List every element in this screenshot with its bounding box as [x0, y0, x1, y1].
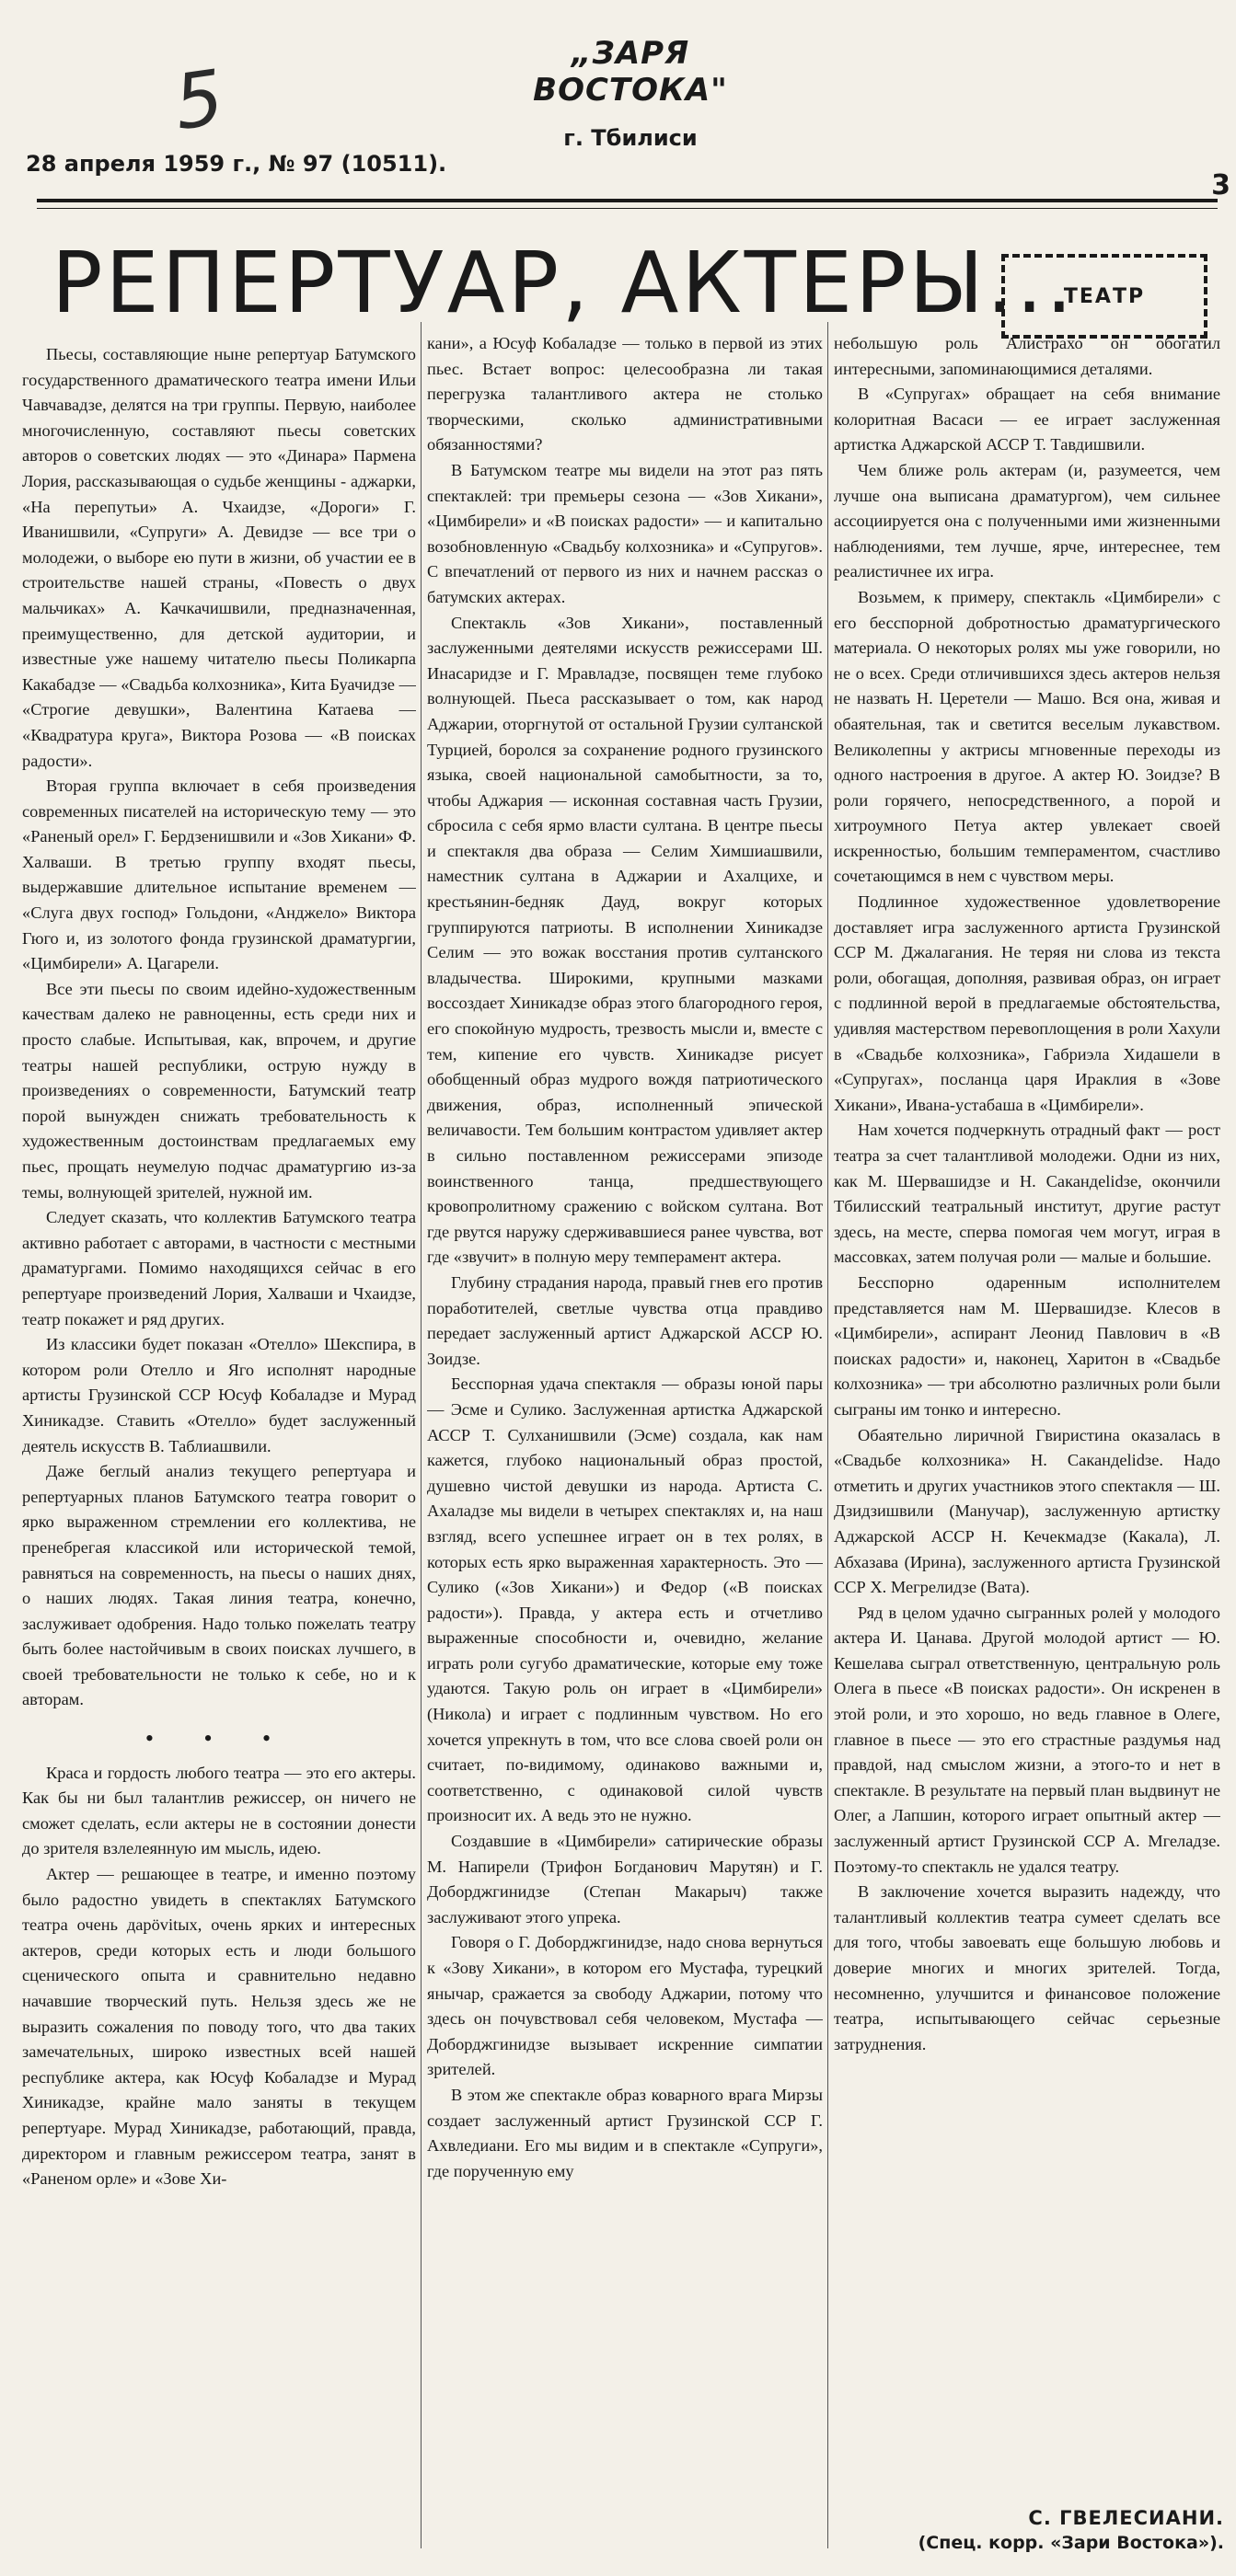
handwritten-page-number: 5 [168, 53, 229, 148]
paragraph: В «Супругах» обращает на себя внимание колоритная Васаси — ее играет заслуженная артистка Аджарской АССР Т. Тавдишвили. [834, 385, 1220, 454]
paragraph: Создавшие в «Цимбирели» сатирические образы М. Напирели (Трифон Богданович Марутян) и Г. Доборджгинидзе (Степан Макарыч) также заслуживают этого упрека. [427, 1832, 823, 1926]
paragraph: Чем ближе роль актерам (и, разумеется, чем лучше она выписана драматургом), чем сильнее ассоциируется она с полученными ими жизненными наблюдениями, тем лучше, ярче, интереснее, тем реалистичнее их игра. [834, 460, 1220, 581]
paragraph: Пьесы, составляющие ныне репертуар Батумского государственного драматического театра имени Ильи Чавчавадзе, делятся на три группы. Первую, наиболее многочисленную, составляют пьесы советских авторов о советских людях — это «Динара» Пармена Лория, рассказывающая о судьбе женщины - аджарки, «На перепутьи» А. Чхаидзе, «Дороги» Г. Иванишвили, «Супруги» А. Девидзе — все три о молодежи, о выборе ею пути в жизни, об участии ее в строительстве нашей страны, «Повесть о двух мальчиках» А. Качкачишвили, предназначенная, преимущественно, для детской аудитории, и известные уже нашему читателю пьесы Поликарпа Какабадзе — «Свадьба колхозника», Кита Буачидзе — «Строгие девушки», Валентина Катаева — «Квадратура круга», Виктора Розова — «В поисках радости». [22, 345, 416, 770]
article-column-1 [22, 342, 416, 2486]
paragraph: Краса и гордость любого театра — это его актеры. Как бы ни был талантлив режиссер, он ничего не сможет сделать, если актеры не в состоянии донести до зрителя взлелеянную им мысль, идею. [22, 1763, 416, 1858]
paragraph: Подлинное художественное удовлетворение доставляет игра заслуженного артиста Грузинской ССР М. Джалагания. Не теряя ни слова из текста роли, обогащая, дополняя, развивая образ, он играет с подлинной верой в предлагаемые обстоятельства, удивляя мастерством перевоплощения в роли Хахули в «Свадьбе колхозника», Габриэла Хидашели в «Супругах», посланца царя Ираклия в «Зове Хикани», Ивана-устабаша в «Цимбирели». [834, 892, 1220, 1114]
paragraph: Бесспорная удача спектакля — образы юной пары — Эсме и Сулико. Заслуженная артистка Аджарской АССР Т. Сулханишвили (Эсме) создала, как нам кажется, глубоко национальный образ простой, душевно чистой девушки из народа. Артиста С. Ахаладзе мы видели в четырех спектаклях и, на наш взгляд, всего успешнее играет он в тех ролях, в которых есть ярко выраженная характерность. Это — Сулико («Зов Хикани») и Федор («В поисках радости»). Правда, у актера есть и отчетливо выраженные способности и, очевидно, желание играть роли сугубо драматические, которые ему тоже удаются. Такую роль он играет в «Цимбирели» (Никола) и играет с подлинным чувством. Но его хочется упрекнуть в том, что все слова своей роли он считает, по-видимому, одинаково важными и, соответственно, с одинаковой силой чувств произносит их. А ведь это не нужно. [427, 1374, 823, 1825]
paragraph: В заключение хочется выразить надежду, что талантливый коллектив театра сумеет сделать все для того, чтобы завоевать еще большую любовь и доверие многих и многих зрителей. Тогда, несомненно, улучшится и финансовое положение театра, испытывающего сейчас серьезные затруднения. [834, 1882, 1220, 2053]
paragraph: Возьмем, к примеру, спектакль «Цимбирели» с его бесспорной добротностью драматургического материала. О некоторых ролях мы уже говорили, но не о всех. Среди отличившихся здесь актеров нельзя не назвать Н. Церетели — Машо. Вся она, живая и обаятельная, так и светится веселым лукавством. Великолепны у актрисы мгновенные переходы из одного настроения в другое. А актер Ю. Зоидзе? В роли горячего, непосредственного, а порой и хитроумного Петуа актер увлекает своей искренностью, большим темпераментом, счастливо сочетающимся в нем с чувством меры. [834, 587, 1220, 886]
city-label: г. Тбилиси [563, 125, 698, 151]
newspaper-title: „ЗАРЯ ВОСТОКА" [533, 35, 728, 109]
paragraph: Обаятельно лиричной Гвиристина оказалась в «Свадьбе колхозника» Н. Сакандelidзе. Надо отметить и других участников этого спектакля — Ш. Дзидзишвили (Манучар), заслуженную артистку Аджарской АССР Н. Кечекмадзе (Какала), Л. Абхазава (Ирина), заслуженного артиста Грузинской ССР Х. Мегрелидзе (Вата). [834, 1425, 1220, 1597]
article-column-2 [427, 331, 823, 2475]
paragraph: Актер — решающее в театре, и именно поэтому было радостно увидеть в спектаклях Батумского театра очень дарövitых, очень ярких и интересных актеров, среди которых есть и люди большого сценического опыта и сравнительно недавно начавшие творческий путь. Нельзя здесь же не выразить сожаления по поводу того, что два таких замечательных, широко известных всей нашей республике актера, как Юсуф Кобаладзе и Мурад Хиникадзе, крайне мало заняты в текущем репертуаре. Мурад Хиникадзе, работающий, правда, директором и главным режиссером театра, занят в «Раненом орле» и «Зове Хи- [22, 1865, 416, 2189]
paragraph: Даже беглый анализ текущего репертуара и репертуарных планов Батумского театра говорит о ярко выраженном стремлении его коллектива, не пренебрегая классикой или исторической темой, равняться на современность, на пьесы о наших днях, о наших людях. Такая линия театра, конечно, заслуживает одобрения. Надо только пожелать театру быть более настойчивым в своих поисках лучшего, в своей требовательности не только к себе, но и к авторам. [22, 1462, 416, 1709]
column-divider [421, 322, 422, 2548]
paragraph: Бесспорно одаренным исполнителем представляется нам М. Шервашидзе. Клесов в «Цимбирели», аспирант Леонид Павлович в «В поисках радости» и, наконец, Харитон в «Свадьбе колхозника» — три абсолютно различных роли были сыграны им тонко и интересно. [834, 1272, 1220, 1419]
author-signature [837, 2507, 1224, 2553]
paragraph: кани», а Юсуф Кобаладзе — только в первой из этих пьес. Встает вопрос: целесообразна ли такая перегрузка талантливого актера не столько творческими, сколько административными обязанностями? [427, 334, 823, 454]
rubric-label: ТЕАТР [1063, 284, 1146, 308]
paragraph: Спектакль «Зов Хикани», поставленный заслуженными деятелями искусств режиссерами Ш. Инасаридзе и Г. Мравладзе, посвящен теме глубоко волнующей. Пьеса рассказывает о том, как народ Аджарии, оторгнутой от остальной Грузии султанской Турцией, боролся за сохранение родного грузинского языка, своей национальной самобытности, за то, чтобы Аджария — исконная составная часть Грузии, сбросила с себя ярмо власти султана. В центре пьесы и спектакля два образа — Селим Химшиашвили, наместник султана в Аджарии и Ахалцихе, и крестьянин-бедняк Дауд, вокруг которых группируются патриоты. В исполнении Хиникадзе Селим — это вожак восстания против султанского владычества. Широкими, крупными мазками воссоздает Хиникадзе образ этого благородного героя, его спокойную мудрость, трезвость мысли и, вместе с тем, кипение его чувств. Хиникадзе рисует обобщенный образ мудрого вождя патриотического движения, образ, исполненный эпической величавости. Тем большим контрастом удивляет актер в сильно поставленном режиссерами эпизоде воинственного танца, предшествующего кровопролитному сражению с войском султана. Вот где рвутся наружу сдерживавшиеся ранее чувства, вот где «звучит» в полную меру темперамент актера. [427, 613, 823, 1267]
article-column-3 [834, 331, 1220, 2475]
section-separator: • • • [144, 1725, 294, 1753]
author-name: С. ГВЕЛЕСИАНИ. [1028, 2507, 1224, 2529]
paragraph: В этом же спектакле образ коварного врага Мирзы создает заслуженный артист Грузинской ССР Г. Ахвледиани. Его мы видим и в спектакле «Супруги», где порученную ему [427, 2085, 823, 2180]
paragraph: Следует сказать, что коллектив Батумского театра активно работает с авторами, в частности с местными драматургами. Помимо находящихся сейчас в его репертуаре произведений Лория, Халваши и Чхаидзе, театр покажет и ряд других. [22, 1208, 416, 1328]
paragraph: В Батумском театре мы видели на этот раз пять спектаклей: три премьеры сезона — «Зов Хикани», «Цимбирели» и «В поисках радости» — и капитально возобновленную «Свадьбу колхозника» и «Супругов». С впечатлений от первого из них и начнем рассказ о батумских актерах. [427, 460, 823, 606]
paragraph: Нам хочется подчеркнуть отрадный факт — рост театра за счет талантливой молодежи. Одни из них, как М. Шервашидзе и Н. Сакандelidзе, окончили Тбилисский театральный институт, другие растут здесь, на месте, сперва помогая чем могут, играя в массовках, затем получая роли — малые и большие. [834, 1121, 1220, 1267]
paragraph: небольшую роль Алистрахо он обогатил интересными, запоминающимися деталями. [834, 334, 1220, 378]
paragraph: Говоря о Г. Доборджгинидзе, надо снова вернуться к «Зову Хикани», в котором его Мустафа, турецкий янычар, сражается за свободу Аджарии, потому что здесь он почувствовал себя человеком, Мустафа — Доборджгинидзе вызывает искренние симпатии зрителей. [427, 1933, 823, 2079]
rubric-box [1001, 254, 1207, 339]
article-headline: РЕПЕРТУАР, АКТЕРЫ... [52, 234, 1076, 332]
dateline: 28 апреля 1959 г., № 97 (10511). [26, 151, 447, 177]
masthead-rule-thick [37, 199, 1218, 202]
paragraph: Глубину страдания народа, правый гнев его против поработителей, светлые чувства отца правдиво передает заслуженный артист Аджарской АССР Ю. Зоидзе. [427, 1272, 823, 1368]
paragraph: Из классики будет показан «Отелло» Шекспира, в котором роли Отелло и Яго исполнят народные артисты Грузинской ССР Юсуф Кобаладзе и Мурад Хиникадзе. Ставить «Отелло» будет заслуженный деятель искусств В. Таблиашвили. [22, 1335, 416, 1455]
masthead [479, 35, 782, 151]
paragraph: Ряд в целом удачно сыгранных ролей у молодого актера И. Цанава. Другой молодой артист — Ю. Кешелава сыграл ответственную, центральную роль Олега в пьесе «В поисках радости». Он искренен в этой роли, и это хорошо, но ведь главное в Олеге, главное в пьесе — это его страстные раздумья над правдой, над смыслом жизни, а этого-то и нет в спектакле. В результате на первый план выдвинут не Олег, а Лапшин, которого играет опытный актер — заслуженный артист Грузинской ССР А. Мгеладзе. Поэтому-то спектакль не удался театру. [834, 1603, 1220, 1876]
paragraph: Вторая группа включает в себя произведения современных писателей на историческую тему — это «Раненый орел» Г. Бердзенишвили и «Зов Хикани» Ф. Халваши. В третью группу входят пьесы, выдержавшие длительное испытание временем — «Слуга двух господ» Гольдони, «Анджело» Виктора Гюго и, из золотого фонда грузинской драматургии, «Цимбирели» А. Цагарели. [22, 776, 416, 973]
author-role: (Спец. корр. «Зари Востока»). [918, 2533, 1224, 2553]
page-number: 3 [1211, 169, 1230, 201]
masthead-rule-thin [37, 208, 1218, 209]
column-divider [827, 322, 828, 2548]
paragraph: Все эти пьесы по своим идейно-художественным качествам далеко не равноценны, есть среди них и просто слабые. Испытывая, как, впрочем, и другие театры нашей республики, острую нужду в произведениях о современности, Батумский театр порой вынужден снижать требовательность к художественным достоинствам предлагаемых ему пьес, прощать неумелую подчас драматургию из-за темы, волнующей зрителей, нужной им. [22, 979, 416, 1202]
